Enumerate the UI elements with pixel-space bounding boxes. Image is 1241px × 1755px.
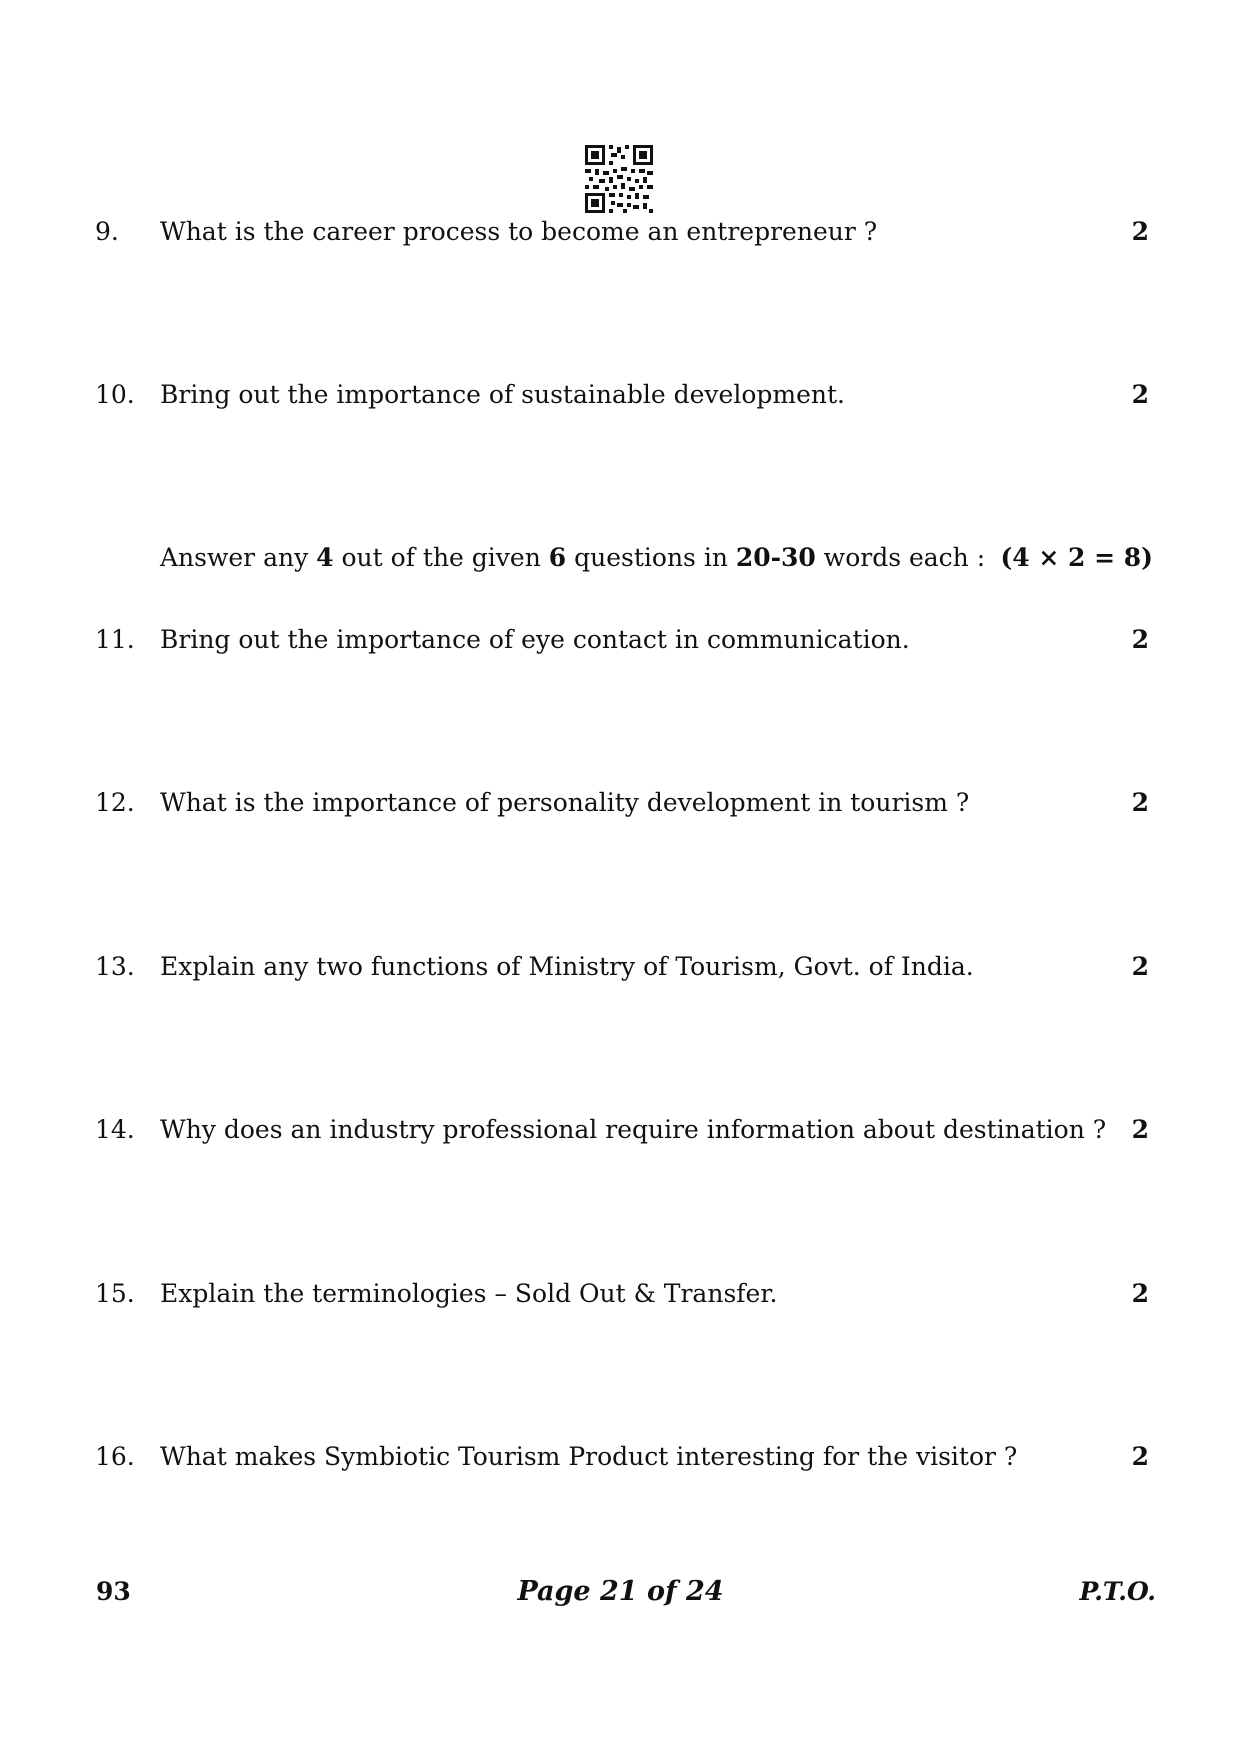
question-item bbox=[0, 1110, 1241, 1150]
question-number: 16. bbox=[95, 1442, 135, 1471]
question-item bbox=[0, 783, 1241, 823]
question-number: 13. bbox=[95, 952, 135, 981]
question-text: Bring out the importance of sustainable development. bbox=[160, 380, 845, 409]
question-number: 15. bbox=[95, 1279, 135, 1308]
question-item bbox=[0, 947, 1241, 987]
question-marks: 2 bbox=[1131, 1115, 1149, 1144]
paper-code: 93 bbox=[96, 1577, 131, 1606]
question-marks: 2 bbox=[1131, 625, 1149, 654]
question-number: 14. bbox=[95, 1115, 135, 1144]
question-marks: 2 bbox=[1131, 788, 1149, 817]
qr-code-icon bbox=[585, 145, 653, 213]
question-item bbox=[0, 1274, 1241, 1314]
question-text: Why does an industry professional require information about destination ? bbox=[160, 1115, 1107, 1144]
question-marks: 2 bbox=[1131, 1442, 1149, 1471]
question-text: Explain the terminologies – Sold Out & Transfer. bbox=[160, 1279, 778, 1308]
question-number: 12. bbox=[95, 788, 135, 817]
page-number: Page 21 of 24 bbox=[517, 1576, 724, 1607]
question-marks: 2 bbox=[1131, 952, 1149, 981]
question-item bbox=[0, 212, 1241, 252]
question-text: Explain any two functions of Ministry of Tourism, Govt. of India. bbox=[160, 952, 974, 981]
question-item bbox=[0, 375, 1241, 415]
instruction-text: Answer any 4 out of the given 6 questions in 20-30 words each : bbox=[160, 543, 986, 572]
question-item bbox=[0, 1437, 1241, 1477]
question-text: What makes Symbiotic Tourism Product interesting for the visitor ? bbox=[160, 1442, 1018, 1471]
question-text: What is the career process to become an entrepreneur ? bbox=[160, 217, 878, 246]
question-marks: 2 bbox=[1131, 1279, 1149, 1308]
question-marks: 2 bbox=[1131, 217, 1149, 246]
section-instruction bbox=[0, 538, 1241, 578]
question-marks: 2 bbox=[1131, 380, 1149, 409]
pto-label: P.T.O. bbox=[1079, 1577, 1156, 1606]
question-text: Bring out the importance of eye contact in communication. bbox=[160, 625, 910, 654]
question-text: What is the importance of personality development in tourism ? bbox=[160, 788, 970, 817]
question-number: 9. bbox=[95, 217, 119, 246]
question-number: 10. bbox=[95, 380, 135, 409]
question-number: 11. bbox=[95, 625, 135, 654]
instruction-marks: (4 × 2 = 8) bbox=[1000, 543, 1153, 572]
page-footer bbox=[0, 1572, 1241, 1612]
question-item bbox=[0, 620, 1241, 660]
